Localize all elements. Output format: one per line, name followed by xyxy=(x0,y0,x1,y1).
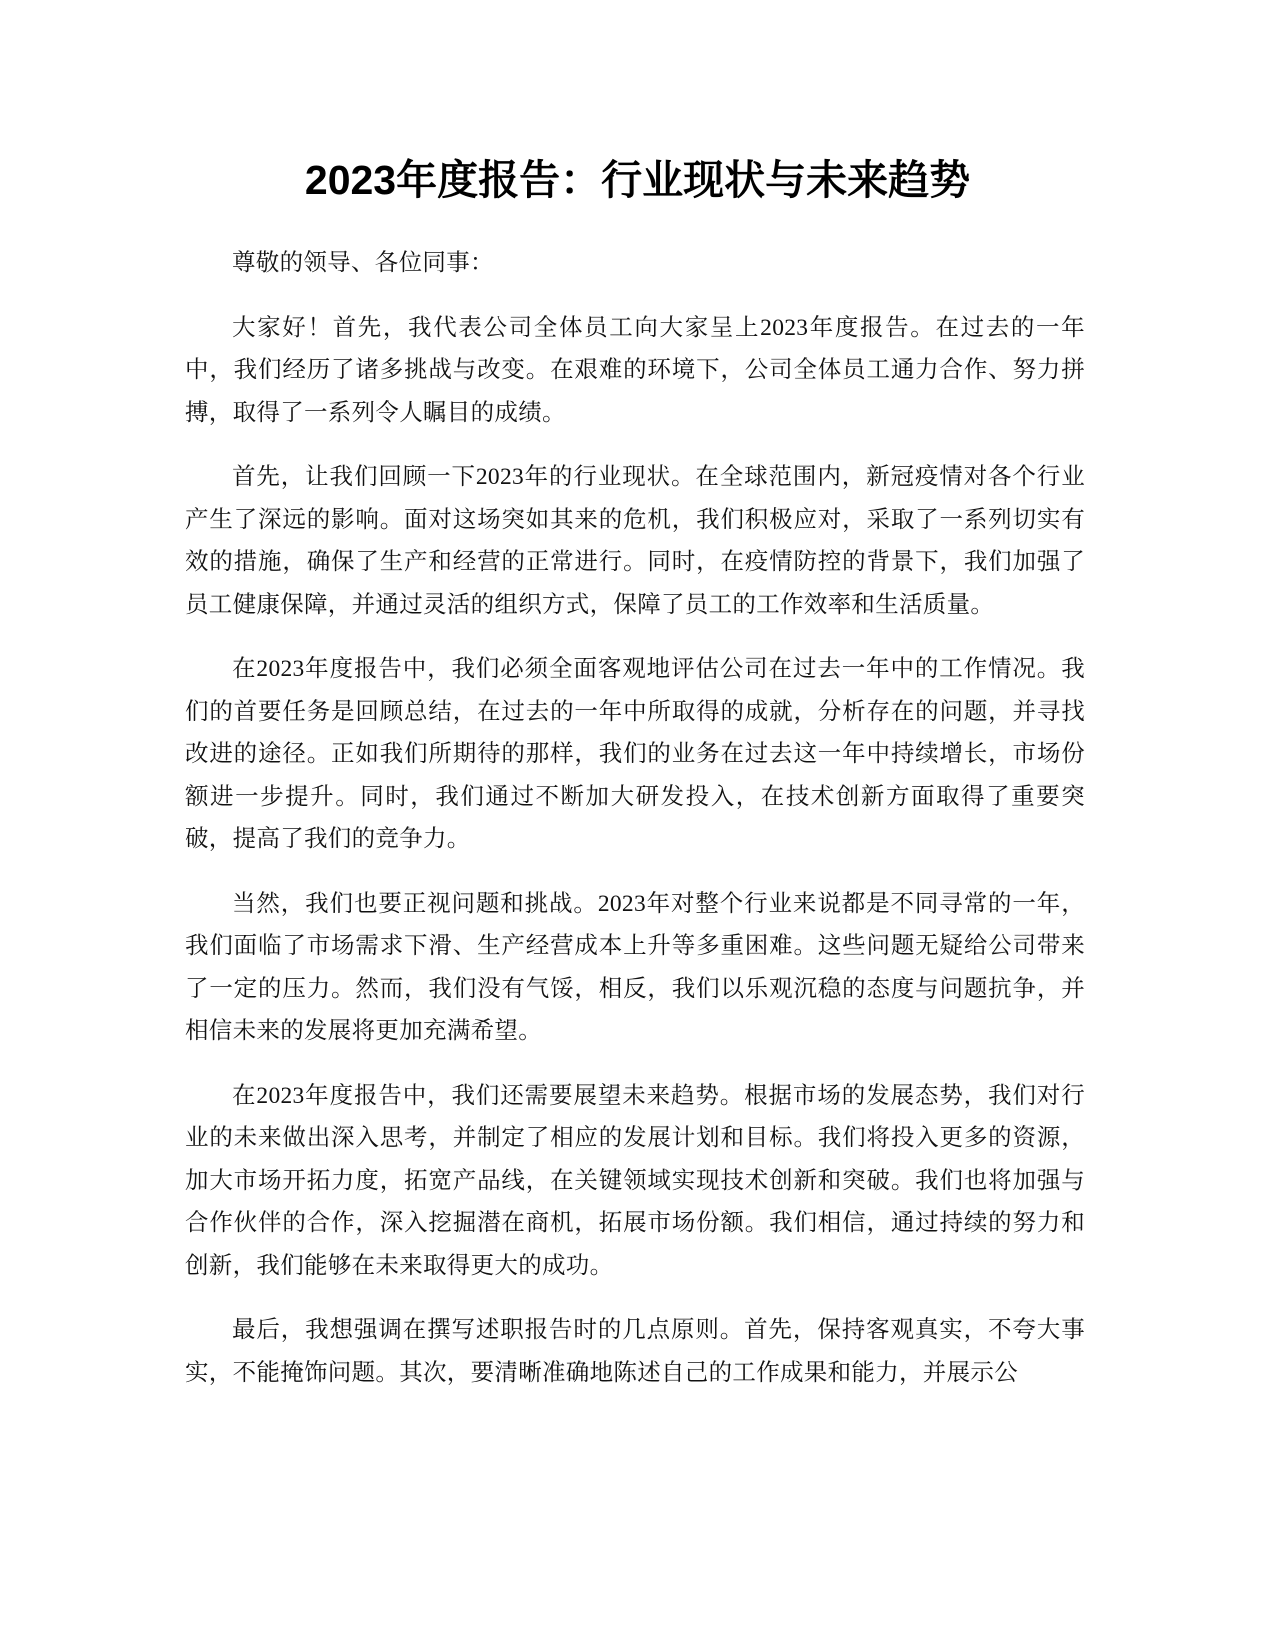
document-title: 2023年度报告：行业现状与未来趋势 xyxy=(304,157,971,203)
document-body xyxy=(185,242,1085,1416)
paragraph-industry-status: 首先，让我们回顾一下2023年的行业现状。在全球范围内，新冠疫情对各个行业产生了深远的影响。面对这场突如其来的危机，我们积极应对，采取了一系列切实有效的措施，确保了生产和经营的正常进行。同时，在疫情防控的背景下，我们加强了员工健康保障，并通过灵活的组织方式，保障了员工的工作效率和生活质量。 xyxy=(185,464,1085,618)
paragraph-work-review: 在2023年度报告中，我们必须全面客观地评估公司在过去一年中的工作情况。我们的首要任务是回顾总结，在过去的一年中所取得的成就，分析存在的问题，并寻找改进的途径。正如我们所期待的那样，我们的业务在过去这一年中持续增长，市场份额进一步提升。同时，我们通过不断加大研发投入，在技术创新方面取得了重要突破，提高了我们的竞争力。 xyxy=(185,656,1085,852)
paragraph-greeting: 大家好！首先，我代表公司全体员工向大家呈上2023年度报告。在过去的一年中，我们经历了诸多挑战与改变。在艰难的环境下，公司全体员工通力合作、努力拼搏，取得了一系列令人瞩目的成绩。 xyxy=(185,314,1085,426)
paragraph-principles: 最后，我想强调在撰写述职报告时的几点原则。首先，保持客观真实，不夸大事实，不能掩饰问题。其次，要清晰准确地陈述自己的工作成果和能力，并展示公 xyxy=(185,1317,1085,1386)
paragraph-future-trends: 在2023年度报告中，我们还需要展望未来趋势。根据市场的发展态势，我们对行业的未来做出深入思考，并制定了相应的发展计划和目标。我们将投入更多的资源，加大市场开拓力度，拓宽产品线，在关键领域实现技术创新和突破。我们也将加强与合作伙伴的合作，深入挖掘潜在商机，拓展市场份额。我们相信，通过持续的努力和创新，我们能够在未来取得更大的成功。 xyxy=(185,1082,1085,1279)
salutation: 尊敬的领导、各位同事： xyxy=(232,250,494,276)
paragraph-challenges: 当然，我们也要正视问题和挑战。2023年对整个行业来说都是不同寻常的一年，我们面临了市场需求下滑、生产经营成本上升等多重困难。这些问题无疑给公司带来了一定的压力。然而，我们没有气馁，相反，我们以乐观沉稳的态度与问题抗争，并相信未来的发展将更加充满希望。 xyxy=(185,890,1085,1044)
